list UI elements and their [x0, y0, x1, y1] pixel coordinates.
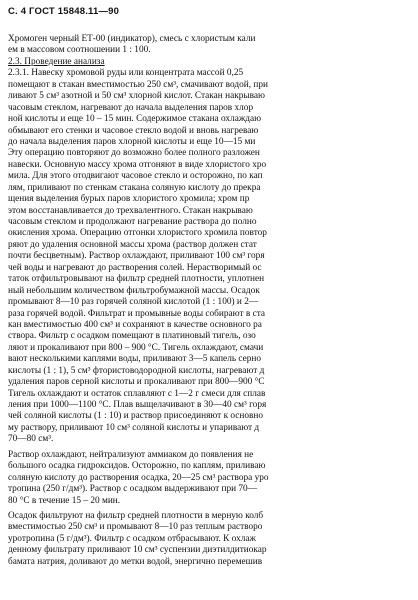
text-line: большого осадка гидроксидов. Осторожно, по каплям, приливаю [8, 461, 266, 472]
text-line: чей соляной кислоты (1 : 10) и раствор присоединяют к основно [8, 411, 264, 422]
text-line: ляют и прокаливают при 800 – 900 °С. Тигель охлаждают, смачи [8, 342, 264, 353]
text-line: раза горячей водой. Фильтрат и промывные воды собирают в ста [8, 308, 266, 319]
page-header: С. 4 ГОСТ 15848.11—90 [8, 6, 120, 17]
text-line: ем в массовом соотношении 1 : 100. [8, 45, 151, 56]
text-line: Эту операцию повторяют до возможно более полного разложен [8, 148, 260, 159]
text-line: часовым стеклом и продолжают нагревание раствора до полно [8, 217, 257, 227]
text-line: тропина (250 г/дм³). Раствор с осадком выдерживают при 70— [8, 484, 258, 495]
text-line: таток отфильтровывают на фильтр средней плотности, уплотнен [8, 274, 265, 285]
text-line: 2.3.1. Навеску хромовой руды или концентрата массой 0,25 [8, 68, 244, 79]
text-line: Тигель охлаждают и остаток сплавляют с 1—2 г смеси для сплав [8, 388, 266, 399]
text-line: лям, приливают по стенкам стакана соляную кислоту до прекра [8, 182, 261, 193]
text-line: почти бесцветным). Раствор охлаждают, приливают 100 см³ горя [8, 251, 265, 262]
text-line: навески. Основную массу хрома отгоняют в виде хлористого хро [8, 159, 267, 170]
text-line: му раствору, приливают 10 см³ соляной кислоты и упаривают д [8, 422, 260, 433]
text-line: Хромоген черный ЕТ-00 (индикатор), смесь с хлористым кали [8, 34, 256, 44]
text-line: чей воды и нагревают до растворения солей. Нерастворимый ос [8, 262, 262, 273]
text-line: кислоты (1 : 1), 5 см³ фтористоводородной кислоты, нагревают д [8, 365, 265, 376]
text-line: ряют до удаления основной массы хрома (раствор должен стат [8, 239, 257, 250]
text-line: мила. Для этого отодвигают часовое стекло и осторожно, по кап [8, 171, 263, 182]
text-line: помещают в стакан вместимостью 250 см³, смачивают водой, при [8, 79, 268, 90]
text-line: соляную кислоту до растворения осадка, 20—25 см³ раствора уро [8, 472, 269, 483]
text-line: промывают 8—10 раз горячей соляной кислотой (1 : 100) и 2— [8, 297, 259, 308]
text-line: этом восстанавливается до трехвалентного. Стакан накрываю [8, 205, 253, 216]
text-line: ной кислоты и еще 10 – 15 мин. Содержимое стакана охлаждаю [8, 114, 262, 125]
text-line: удаления паров серной кислоты и прокаливают при 800—900 °С [8, 377, 265, 388]
text-line: уротропина (5 г/дм³). Фильтр с осадком отбрасывают. К охлаж [8, 533, 256, 544]
text-line: денному фильтрату приливают 10 см³ суспензии диэтилдитиокар [8, 545, 267, 556]
text-line: окисления хрома. Операцию отгонки хлористого хромила повтор [8, 228, 267, 239]
text-line: вместимостью 250 см³ и промывают 8—10 раз теплым растворо [8, 522, 263, 533]
text-line: ный небольшим количеством фильтробумажной массы. Осадок [8, 285, 260, 296]
text-line: 70—80 см³. [8, 434, 54, 445]
text-line: ливают 5 см³ азотной и 50 см³ хлорной кислот. Стакан накрываю [8, 91, 265, 102]
text-line: кан вместимостью 400 см³ и сохраняют в качестве основного ра [8, 319, 262, 330]
text-line: ления при 1000—1100 °С. Плав выщелачивают в 30—40 см³ горя [8, 400, 267, 410]
text-line: Раствор охлаждают, нейтрализуют аммиаком до появления не [8, 449, 254, 460]
text-line: 80 °С в течение 15 – 20 мин. [8, 495, 121, 506]
text-line: створа. Фильтр с осадком помещают в платиновый тигель, озо [8, 331, 256, 342]
text-line: щения выделения бурых паров хлористого хромила; хром пр [8, 194, 250, 205]
text-line: бамата натрия, доливают до метки водой, энергично перемешив [8, 556, 263, 567]
text-line: Осадок фильтруют на фильтр средней плотности в мерную колб [8, 510, 264, 521]
text-line: вают несколькими каплями воды, приливают 3—5 капель серно [8, 354, 262, 365]
section-heading: 2.3. Проведение анализа [8, 56, 105, 67]
document-body [8, 34, 412, 568]
text-line: часовым стеклом, нагревают до начала выделения паров хлор [8, 102, 254, 113]
text-line: обмывают его стенки и часовое стекло водой и вновь нагреваю [8, 125, 259, 136]
text-line: до начала выделения паров хлорной кислоты и еще 10—15 ми [8, 136, 256, 147]
